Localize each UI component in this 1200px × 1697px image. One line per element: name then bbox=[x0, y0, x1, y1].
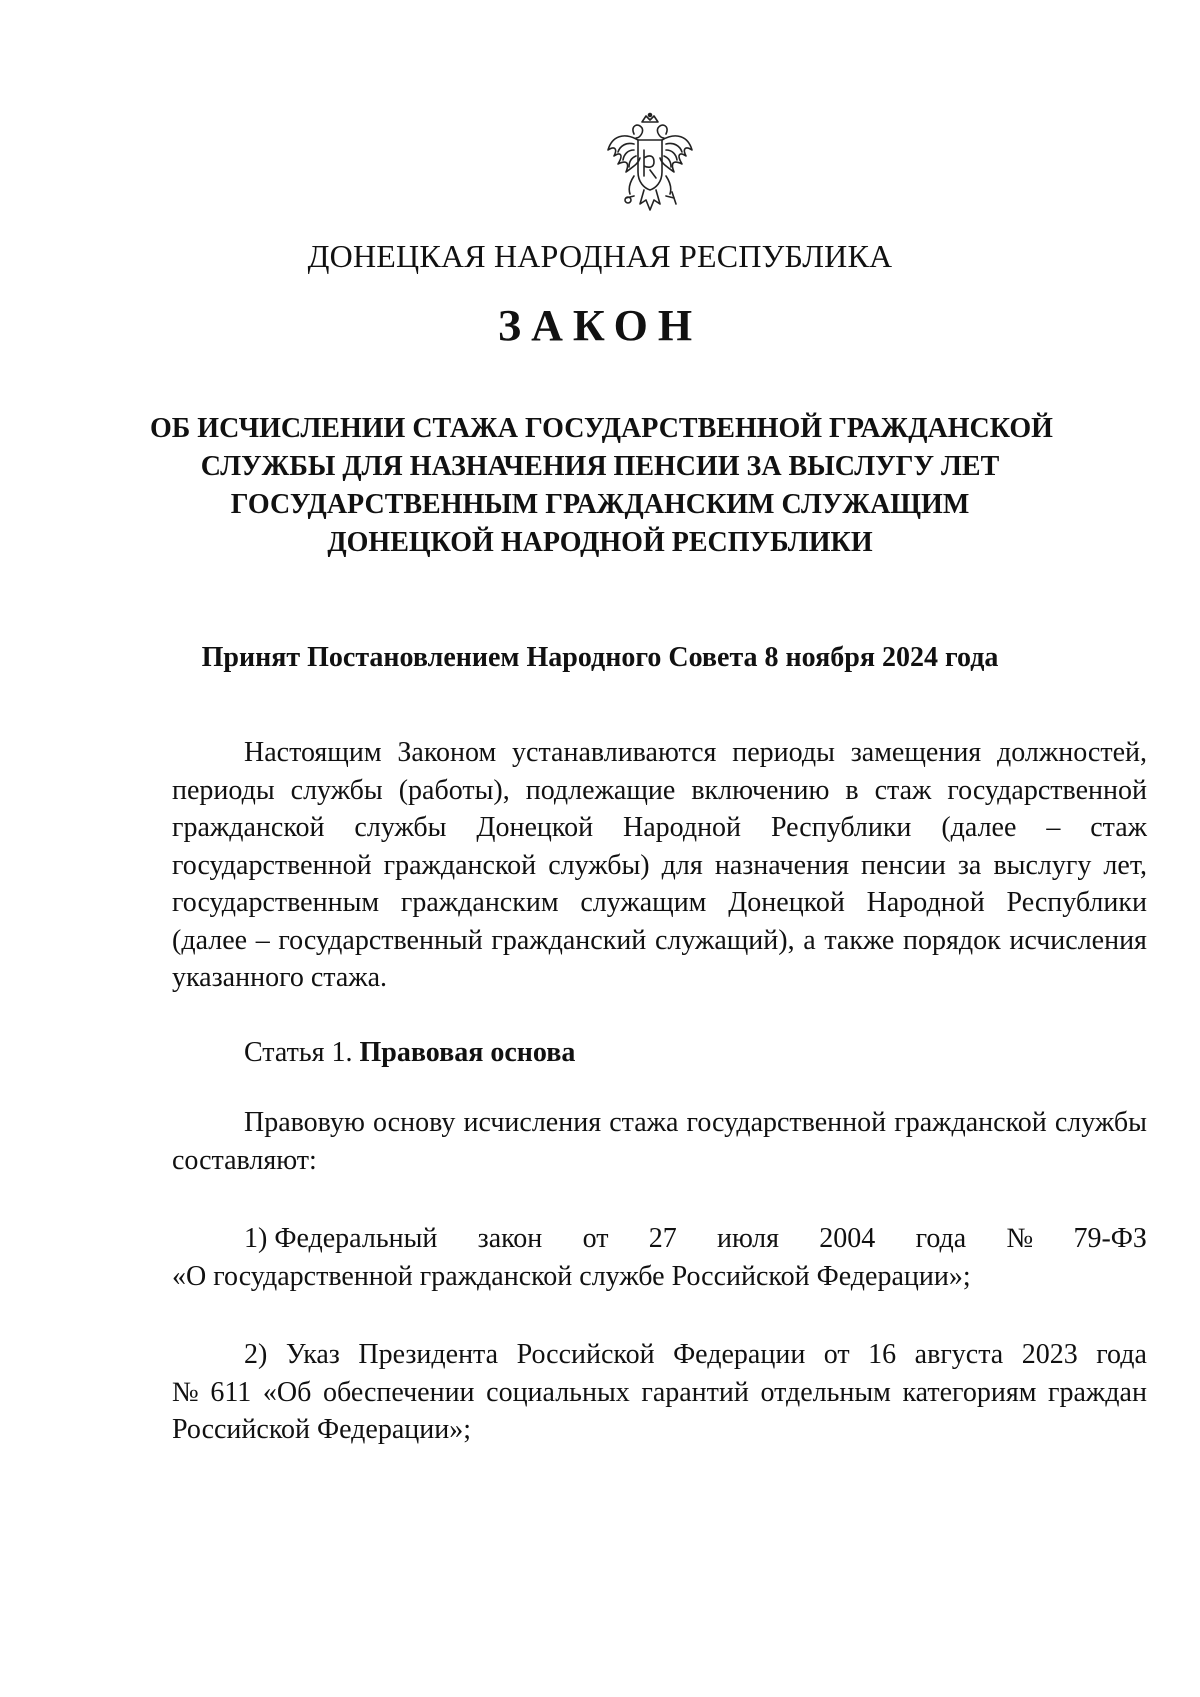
word: Федерации bbox=[673, 1339, 806, 1370]
word: Республики bbox=[770, 812, 912, 843]
article-1-item-2 bbox=[172, 1336, 1147, 1449]
article-title: Правовая основа bbox=[359, 1037, 576, 1068]
word: 611 bbox=[210, 1376, 252, 1408]
article-1-intro bbox=[172, 1104, 1147, 1179]
word: замещения bbox=[850, 737, 982, 768]
word: устанавливаются bbox=[512, 737, 717, 768]
word: Российской bbox=[516, 1339, 655, 1370]
word: Народной bbox=[866, 887, 985, 918]
word: (работы), bbox=[398, 774, 510, 806]
preamble-line bbox=[172, 922, 1147, 960]
word: а bbox=[803, 924, 816, 956]
word: Правовую bbox=[244, 1107, 365, 1138]
article-1-item-1 bbox=[172, 1220, 1147, 1295]
word: 1) Федеральный bbox=[244, 1223, 438, 1254]
word: 79-ФЗ bbox=[1073, 1223, 1147, 1254]
article-1-heading bbox=[244, 1034, 575, 1071]
word: Республики bbox=[1006, 887, 1147, 918]
word: стаж bbox=[1090, 812, 1147, 843]
word: также bbox=[824, 924, 895, 956]
item-2-line bbox=[172, 1336, 1147, 1374]
word: государственной bbox=[686, 1107, 887, 1138]
word: Указ bbox=[285, 1339, 340, 1370]
word: года bbox=[1096, 1339, 1147, 1370]
word: (далее bbox=[172, 924, 248, 956]
intro-line: составляют: bbox=[172, 1144, 317, 1176]
preamble-line: указанного стажа. bbox=[172, 962, 388, 993]
item-1-line: «О государственной гражданской службе Российской Федерации»; bbox=[172, 1260, 971, 1292]
word: августа bbox=[914, 1339, 1004, 1370]
word: выслугу bbox=[993, 849, 1092, 881]
word: гражданским bbox=[400, 887, 559, 918]
word: за bbox=[957, 849, 982, 881]
word: основу bbox=[372, 1107, 456, 1138]
word: (далее bbox=[941, 812, 1017, 843]
word: государственным bbox=[172, 887, 380, 918]
word: Настоящим bbox=[244, 737, 382, 768]
word: должностей, bbox=[997, 737, 1147, 768]
word: Донецкой bbox=[728, 887, 845, 918]
word: стаж bbox=[874, 774, 932, 806]
word: периоды bbox=[172, 774, 275, 806]
word: «Об bbox=[262, 1376, 312, 1408]
word: лет, bbox=[1103, 849, 1147, 881]
word: гарантий bbox=[641, 1376, 749, 1408]
word: № bbox=[172, 1376, 199, 1408]
preamble-line bbox=[172, 809, 1147, 847]
preamble-paragraph bbox=[172, 734, 1147, 997]
word: государственный bbox=[278, 924, 483, 956]
word: исчисления bbox=[1009, 924, 1147, 956]
word: исчисления bbox=[463, 1107, 602, 1138]
word: отдельным bbox=[760, 1376, 891, 1408]
preamble-line bbox=[172, 772, 1147, 810]
word: Законом bbox=[397, 737, 497, 768]
word: 2) bbox=[244, 1339, 268, 1370]
word: № bbox=[1006, 1223, 1034, 1254]
word: службы bbox=[290, 774, 383, 806]
word: назначения bbox=[714, 849, 849, 881]
item-1-line bbox=[172, 1220, 1147, 1258]
coat-of-arms-icon bbox=[604, 112, 696, 220]
word: обеспечении bbox=[322, 1376, 475, 1408]
law-title-line: ДОНЕЦКОЙ НАРОДНОЙ РЕСПУБЛИКИ bbox=[327, 527, 873, 558]
preamble-line bbox=[172, 734, 1147, 772]
item-2-line: Российской Федерации»; bbox=[172, 1414, 472, 1445]
word: Донецкой bbox=[476, 812, 594, 843]
word: гражданский bbox=[491, 924, 647, 956]
word: стажа bbox=[609, 1107, 679, 1138]
word: гражданской bbox=[383, 849, 537, 881]
word: категориям bbox=[902, 1376, 1037, 1408]
word: года bbox=[915, 1223, 967, 1254]
word: 2004 bbox=[819, 1223, 876, 1254]
law-title-line: СЛУЖБЫ ДЛЯ НАЗНАЧЕНИЯ ПЕНСИИ ЗА ВЫСЛУГУ ЛЕТ bbox=[200, 451, 1000, 482]
word: – bbox=[255, 924, 270, 956]
word: 16 bbox=[868, 1339, 897, 1370]
word: социальных bbox=[486, 1376, 630, 1408]
law-title-line: ОБ ИСЧИСЛЕНИИ СТАЖА ГОСУДАРСТВЕННОЙ ГРАЖДАНСКОЙ bbox=[150, 413, 1053, 444]
word: службы bbox=[1054, 1107, 1147, 1138]
word: службы) bbox=[548, 849, 650, 881]
word: от bbox=[582, 1223, 609, 1254]
word: порядок bbox=[902, 924, 1001, 956]
word: июля bbox=[716, 1223, 780, 1254]
word: подлежащие bbox=[525, 774, 676, 806]
word: в bbox=[845, 774, 859, 806]
law-title bbox=[150, 410, 1053, 562]
word: пенсии bbox=[861, 849, 946, 881]
adoption-statement: Принят Постановлением Народного Совета 8 ноября 2024 года bbox=[201, 642, 999, 673]
word: закон bbox=[477, 1223, 543, 1254]
document-type: ЗАКОН bbox=[497, 301, 703, 350]
preamble-line bbox=[172, 847, 1147, 885]
word: Народной bbox=[622, 812, 742, 843]
word: служащий), bbox=[654, 924, 795, 956]
word: гражданской bbox=[172, 812, 325, 843]
republic-name: ДОНЕЦКАЯ НАРОДНАЯ РЕСПУБЛИКА bbox=[307, 238, 893, 274]
word: гражданской bbox=[894, 1107, 1047, 1138]
word: периоды bbox=[732, 737, 835, 768]
intro-line bbox=[172, 1104, 1147, 1142]
word: службы bbox=[354, 812, 447, 843]
preamble-line bbox=[172, 884, 1147, 922]
word: 2023 bbox=[1021, 1339, 1078, 1370]
word: включению bbox=[691, 774, 830, 806]
word: государственной bbox=[947, 774, 1147, 806]
item-2-line bbox=[172, 1374, 1147, 1412]
article-label: Статья 1. bbox=[244, 1037, 353, 1068]
word: государственной bbox=[172, 849, 372, 881]
word: 27 bbox=[648, 1223, 677, 1254]
word: для bbox=[661, 849, 703, 881]
law-title-line: ГОСУДАРСТВЕННЫМ ГРАЖДАНСКИМ СЛУЖАЩИМ bbox=[230, 489, 970, 520]
word: граждан bbox=[1048, 1376, 1147, 1408]
word: Президента bbox=[358, 1339, 499, 1370]
word: от bbox=[823, 1339, 850, 1370]
word: служащим bbox=[580, 887, 707, 918]
word: – bbox=[1046, 812, 1061, 843]
